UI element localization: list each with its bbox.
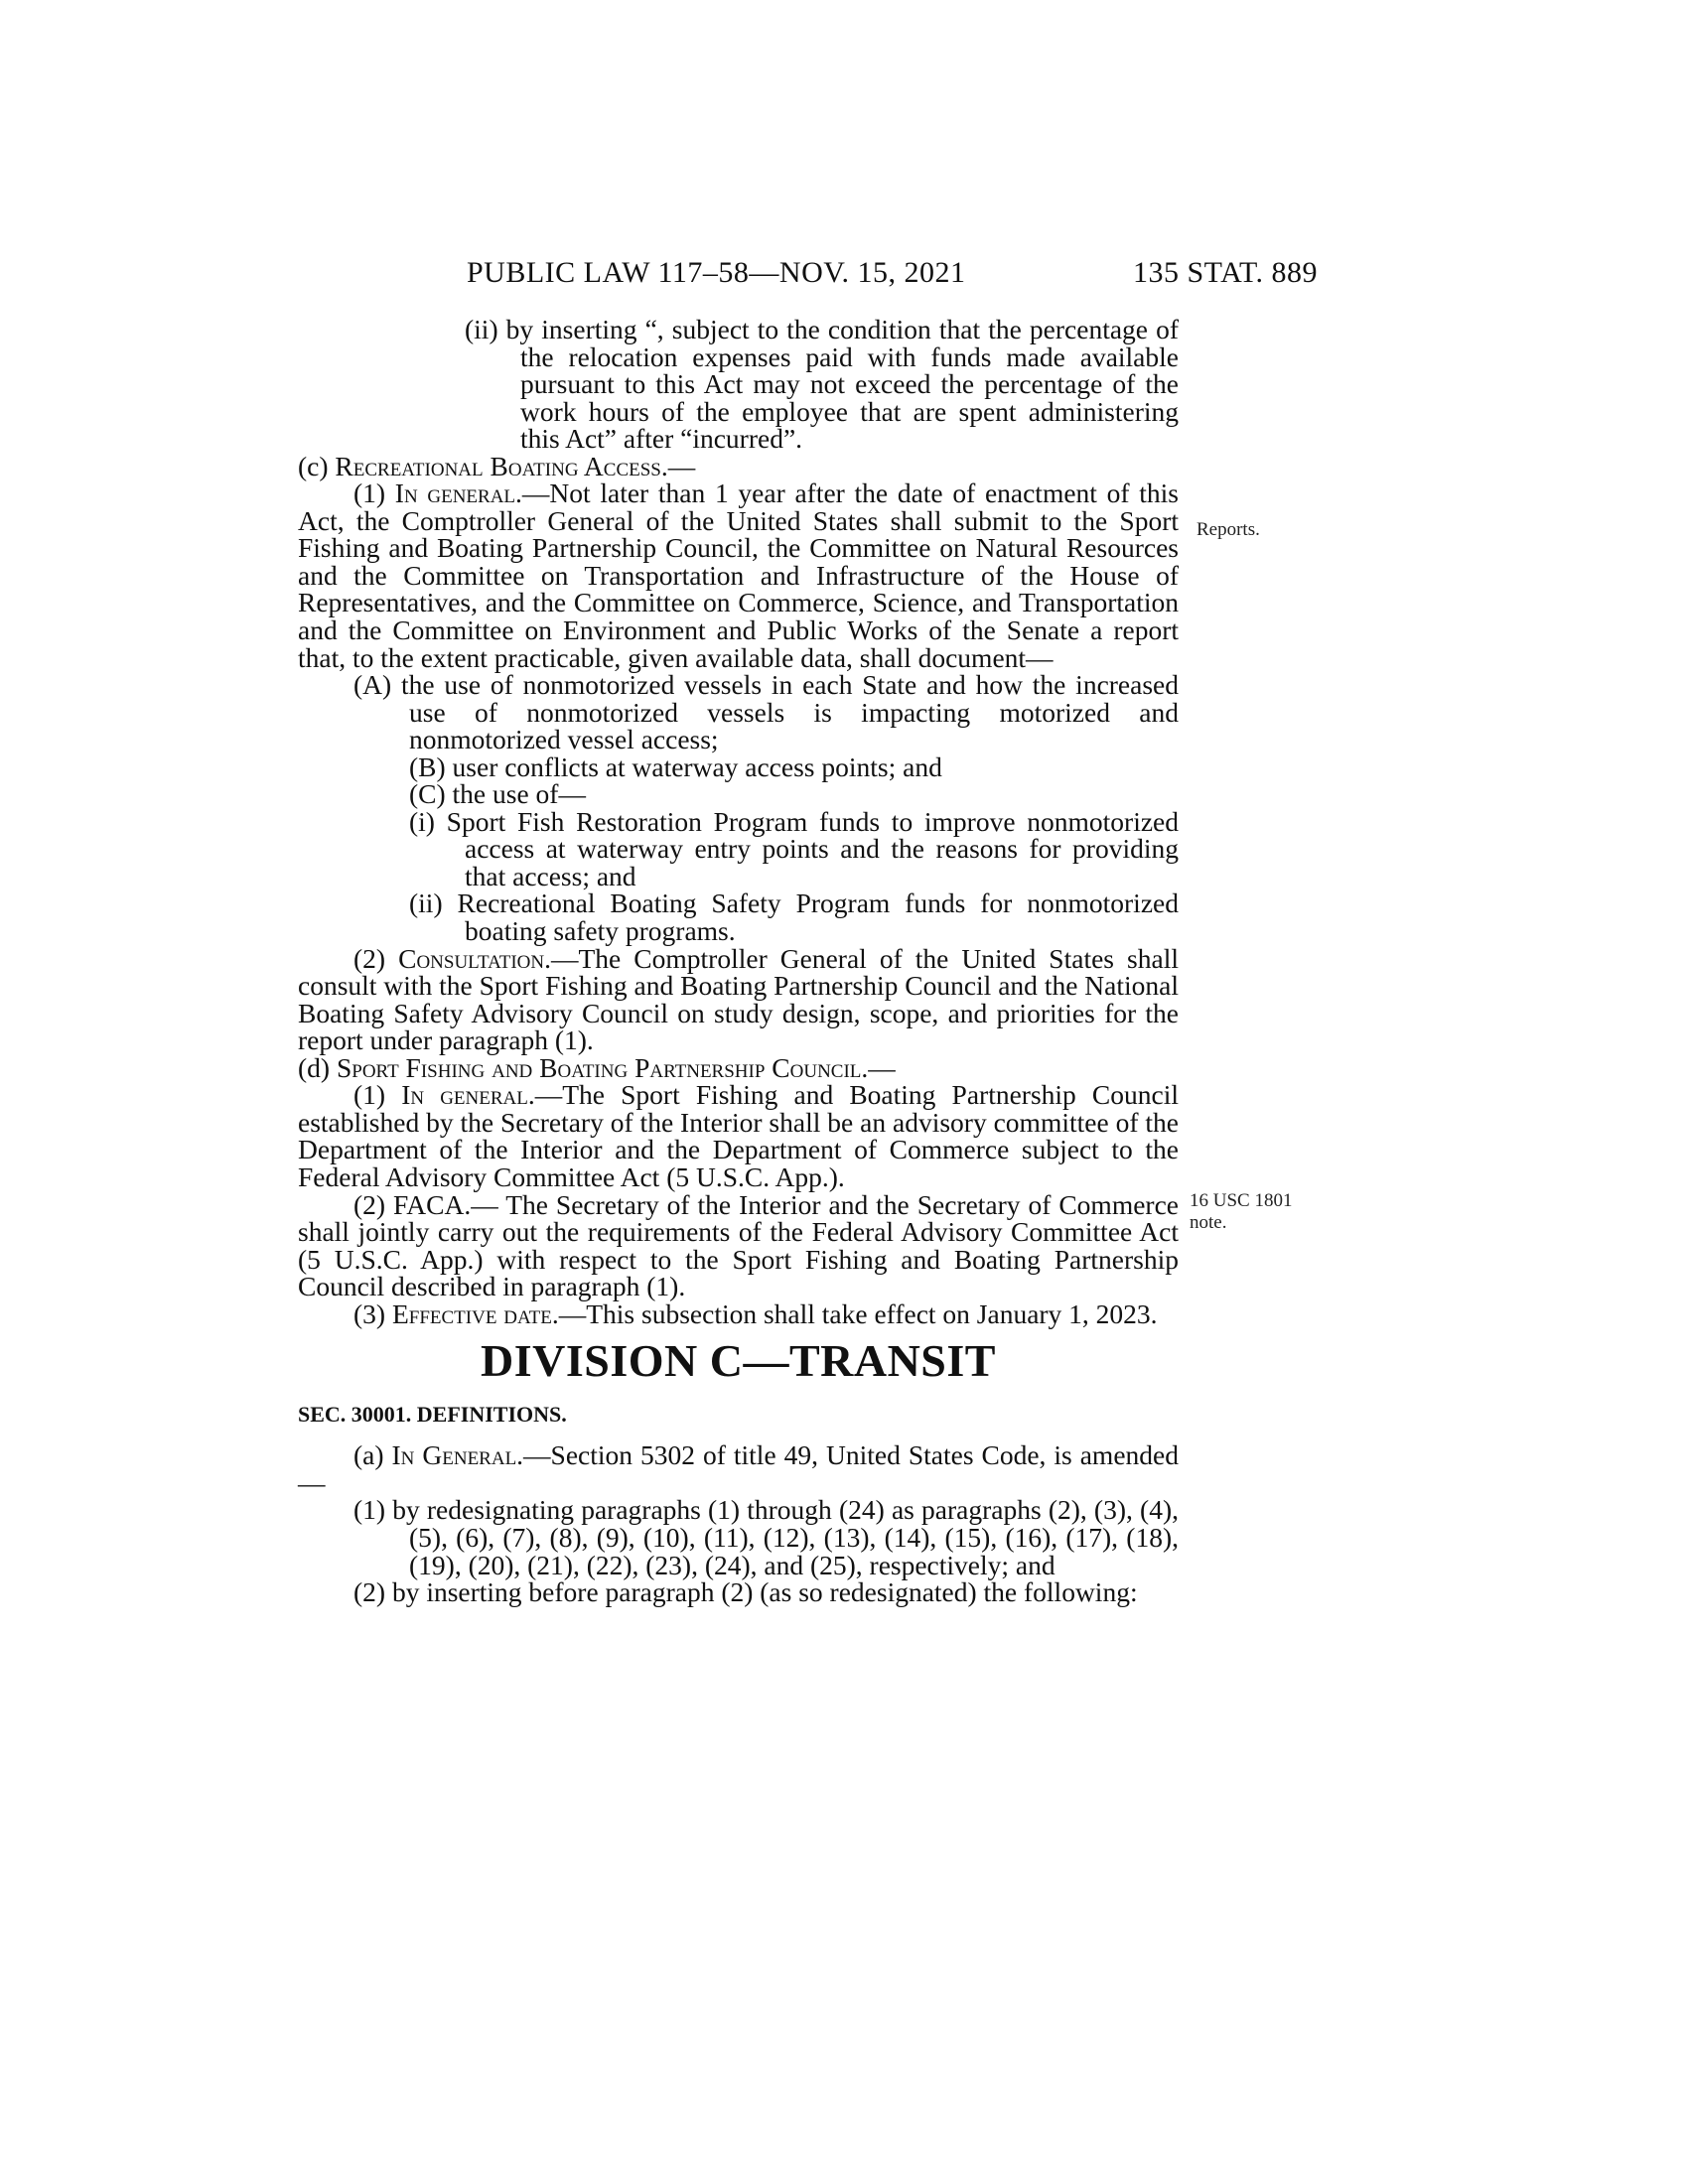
margin-note-usc-citation [1190, 1190, 1292, 1234]
subsection-a-number: (a) [353, 1439, 392, 1471]
paragraph-d1-heading: In general. [401, 1079, 535, 1111]
paragraph-d3-body: —This subsection shall take effect on January 1, 2023. [558, 1297, 1158, 1329]
paragraph-d1-body: —The Sport Fishing and Boating Partnership Council established by the Secretary of the Interior shall be an advisory committee of the Department of the Interior and the Department of Commerce subject to the Federal Advisory Committee Act (5 U.S.C. App.). [298, 1079, 1179, 1192]
paragraph-c2 [298, 942, 1179, 1056]
paragraph-d2-number: (2) [353, 1188, 394, 1220]
subsection-c-heading [298, 450, 1179, 481]
clause-ii-relocation: (ii) by inserting “, subject to the condition that the percentage of the relocation expenses paid with funds made available pursuant to this Act may not exceed the percentage of the work hours of the employee that are spent administering this Act” after “incurred”. [465, 314, 1179, 455]
paragraph-d1-number: (1) [353, 1079, 402, 1111]
paragraph-c2-body: —The Comptroller General of the United States shall consult with the Sport Fishing and Boating Partnership Council and the National Boating Safety Advisory Council on study design, scope, and priorities for the report under paragraph (1). [298, 942, 1179, 1056]
paragraph-d3 [298, 1297, 1179, 1329]
margin-note-usc-line2: note. [1190, 1212, 1227, 1233]
paragraph-d2 [298, 1188, 1179, 1302]
division-title: DIVISION C—TRANSIT [481, 1335, 996, 1387]
paragraph-c1-body: —Not later than 1 year after the date of enactment of this Act, the Comptroller General of the United States shall submit to the Sport Fishing and Boating Partnership Council, the Committee on Natural Resources and the Committee on Transportation and Infrastructure of the House of Representatives, and the Committee on Commerce, Science, and Transportation and the Committee on Environment and Public Works of the Senate a report that, to the extent practicable, given available data, shall document— [298, 478, 1179, 673]
clause-c-c-ii: (ii) Recreational Boating Safety Program funds for nonmotorized boating safety programs. [409, 887, 1179, 947]
paragraph-c1-heading: In general. [394, 478, 522, 509]
subsection-d-number: (d) [298, 1051, 337, 1083]
document-body [298, 316, 1179, 1606]
paragraph-a1: (1) by redesignating paragraphs (1) through (24) as paragraphs (2), (3), (4), (5), (6), (7), (8), (9), (10), (11), (12), (13), (14), (15), (16), (17), (18), (19), (20), (21), (22), (23), (24), and (25), respectively; and [353, 1494, 1179, 1580]
subsection-a-body: —Section 5302 of title 49, United States Code, is amended— [298, 1439, 1179, 1498]
paragraph-c2-heading: Consultation. [398, 942, 551, 974]
subsection-a-heading: In General. [391, 1439, 524, 1471]
subparagraph-c-b: (B) user conflicts at waterway access points; and [409, 751, 942, 782]
paragraph-d1 [298, 1081, 1179, 1190]
subsection-c-dash: — [667, 450, 696, 481]
paragraph-d2-heading: FACA. [393, 1188, 472, 1220]
paragraph-d3-heading: Effective date. [391, 1297, 559, 1329]
subparagraph-c-a: (A) the use of nonmotorized vessels in each State and how the increased use of nonmotorized vessels is impacting motorized and nonmotorized vessel access; [353, 669, 1179, 755]
section-title: SEC. 30001. DEFINITIONS. [298, 1401, 567, 1427]
running-header-stat-page: 135 STAT. 889 [1133, 256, 1319, 289]
running-header-law: PUBLIC LAW 117–58—NOV. 15, 2021 [467, 256, 966, 289]
subsection-c-number: (c) [298, 450, 336, 481]
paragraph-c1-number: (1) [353, 478, 395, 509]
subsection-d-dash: — [868, 1051, 896, 1083]
subsection-d-title: Sport Fishing and Boating Partnership Council. [336, 1051, 869, 1083]
subsection-a [298, 1441, 1179, 1496]
paragraph-a2: (2) by inserting before paragraph (2) (as so redesignated) the following: [353, 1576, 1138, 1608]
subparagraph-c-c: (C) the use of— [409, 778, 586, 810]
subsection-c-title: Recreational Boating Access. [335, 450, 668, 481]
paragraph-c2-number: (2) [353, 942, 399, 974]
subsection-d-heading [298, 1051, 1179, 1083]
paragraph-c1 [298, 479, 1179, 671]
margin-note-reports: Reports. [1196, 519, 1260, 540]
paragraph-d3-number: (3) [353, 1297, 392, 1329]
paragraph-d2-body: — The Secretary of the Interior and the Secretary of Commerce shall jointly carry out the requirements of the Federal Advisory Committee Act (5 U.S.C. App.) with respect to the Sport Fishing and Boating Partnership Council described in paragraph (1). [298, 1188, 1179, 1302]
clause-c-c-i: (i) Sport Fish Restoration Program funds to improve nonmotorized access at waterway entry points and the reasons for providing that access; and [409, 805, 1179, 891]
margin-note-usc-line1: 16 USC 1801 [1190, 1190, 1293, 1211]
